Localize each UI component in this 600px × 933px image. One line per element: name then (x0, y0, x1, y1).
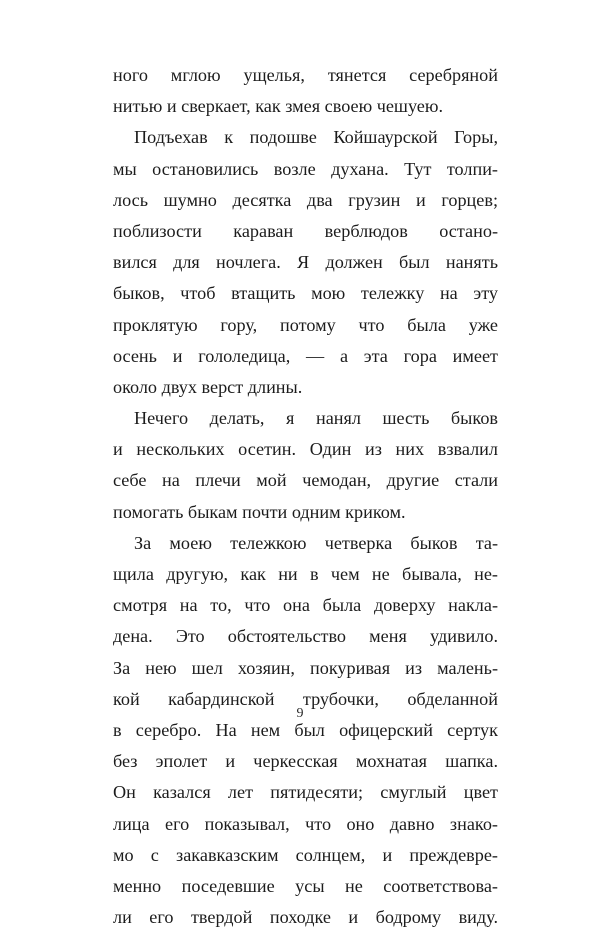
text-line: поблизости караван верблюдов остано- (113, 220, 498, 241)
text-line: вился для ночлега. Я должен был нанять (113, 252, 498, 273)
text-line: ли его твердой походке и бодрому виду. (113, 907, 498, 928)
text-line: лось шумно десятка два грузин и горцев; (113, 189, 498, 210)
text-line: Нечего делать, я нанял шесть быков (134, 408, 498, 429)
text-line: мы остановились возле духана. Тут толпи- (113, 158, 498, 179)
text-line: За моею тележкою четверка быков та- (134, 532, 498, 553)
text-line: проклятую гору, потому что была уже (113, 314, 498, 335)
text-line: ного мглою ущелья, тянется серебряной (113, 65, 498, 85)
text-line: лица его показывал, что оно давно знако- (113, 813, 498, 834)
text-line: осень и гололедица, — а эта гора имеет (113, 345, 498, 366)
text-line: мо с закавказским солнцем, и преждевре- (113, 844, 498, 865)
text-line: менно поседевшие усы не соответствова- (113, 875, 498, 896)
text-line: За нею шел хозяин, покуривая из малень- (113, 657, 498, 678)
text-line: нитью и сверкает, как змея своею чешуею. (113, 96, 444, 117)
text-line: помогать быкам почти одним криком. (113, 501, 406, 522)
text-line: без эполет и черкесская мохнатая шапка. (113, 751, 498, 772)
text-line: щила другую, как ни в чем не бывала, не- (113, 564, 498, 584)
text-line: в серебро. На нем был офицерский сертук (113, 719, 498, 740)
page-number: 9 (296, 706, 304, 721)
text-line: дена. Это обстоятельство меня удивило. (113, 626, 498, 647)
body-text (113, 60, 498, 933)
text-line: около двух верст длины. (113, 376, 303, 397)
text-line: Он казался лет пятидесяти; смуглый цвет (113, 782, 498, 803)
text-line: кой кабардинской трубочки, обделанной (113, 688, 498, 709)
text-line: смотря на то, что она была доверху накла- (113, 595, 498, 616)
text-line: и нескольких осетин. Один из них взвалил (113, 439, 498, 460)
text-line: Подъехав к подошве Койшаурской Горы, (134, 127, 498, 148)
text-line: себе на плечи мой чемодан, другие стали (113, 470, 498, 491)
text-line: быков, чтоб втащить мою тележку на эту (113, 283, 498, 304)
